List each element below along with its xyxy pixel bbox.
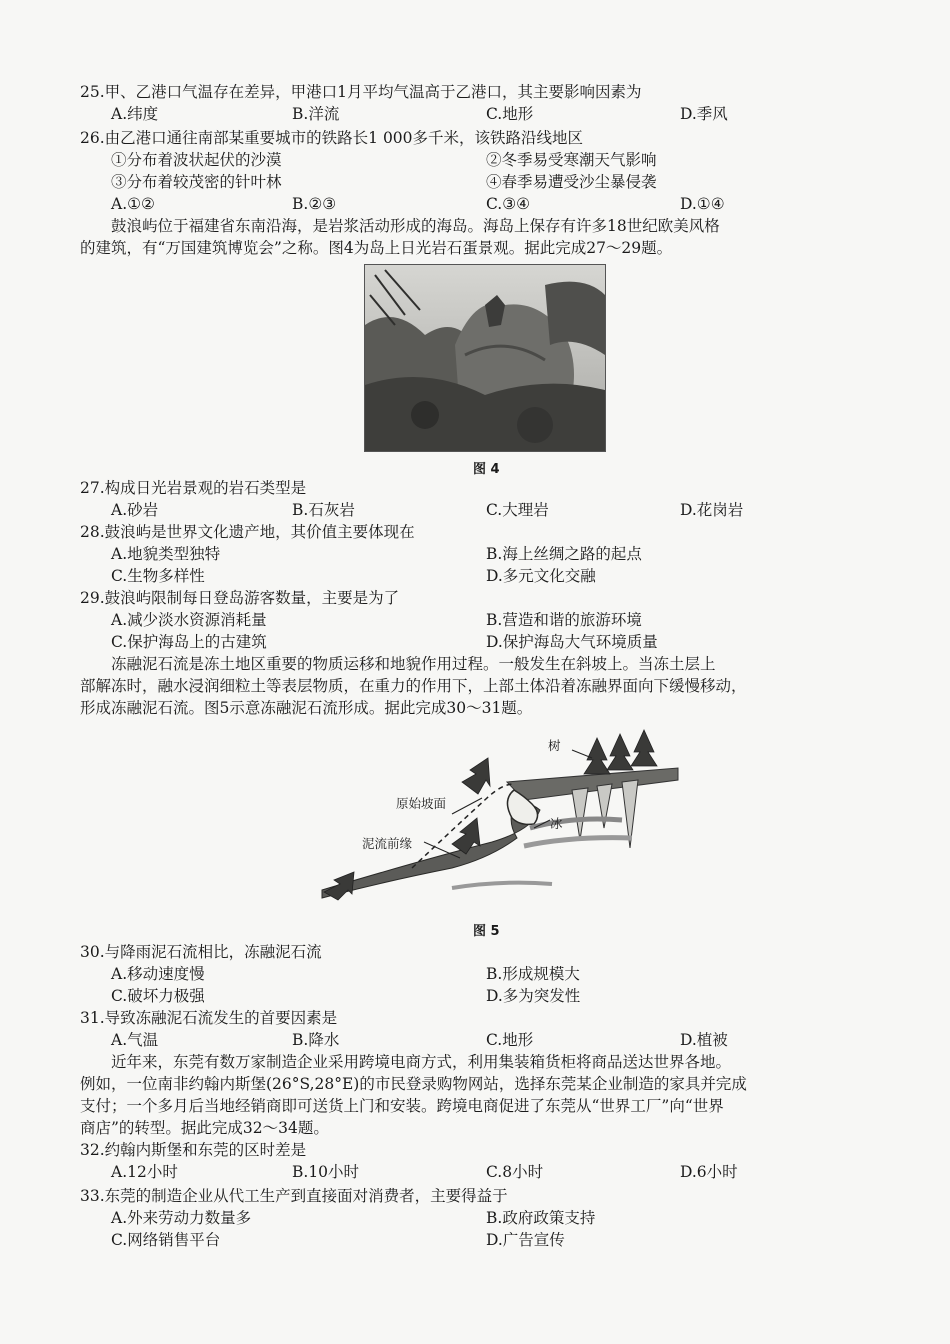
passage2-line2: 部解冻时，融水浸润细粒土等表层物质，在重力的作用下，上部土体沿着冻融界面向下缓慢移动， <box>80 677 747 695</box>
q27-option-d: D.花岗岩 <box>680 501 744 519</box>
q30-option-d: D.多为突发性 <box>486 987 581 1005</box>
q28-option-d: D.多元文化交融 <box>486 567 596 585</box>
q33-option-c: C.网络销售平台 <box>111 1231 221 1249</box>
passage2-line3: 形成冻融泥石流。图5示意冻融泥石流形成。据此完成30～31题。 <box>80 699 533 717</box>
q25-option-a: A.纬度 <box>111 105 159 123</box>
q28-option-a: A.地貌类型独特 <box>111 545 221 563</box>
q33-option-d: D.广告宣传 <box>486 1231 565 1249</box>
q32-option-d: D.6小时 <box>680 1163 738 1181</box>
q26-item-2: ②冬季易受寒潮天气影响 <box>486 151 657 169</box>
q27-option-c: C.大理岩 <box>486 501 549 519</box>
q32-stem: 32.约翰内斯堡和东莞的区时差是 <box>80 1141 307 1159</box>
q29-stem: 29.鼓浪屿限制每日登岛游客数量，主要是为了 <box>80 589 400 607</box>
passage3-line2: 例如，一位南非约翰内斯堡(26°S,28°E)的市民登录购物网站，选择东莞某企业制造的家具并完成 <box>80 1075 747 1093</box>
q30-option-a: A.移动速度慢 <box>111 965 205 983</box>
figure-5-caption: 图 5 <box>473 924 500 939</box>
q31-option-a: A.气温 <box>111 1031 159 1049</box>
q26-item-3: ③分布着较茂密的针叶林 <box>111 173 282 191</box>
q26-stem: 26.由乙港口通往南部某重要城市的铁路长1 000多千米，该铁路沿线地区 <box>80 129 584 147</box>
q30-option-b: B.形成规模大 <box>486 965 580 983</box>
q26-option-c: C.③④ <box>486 195 531 213</box>
q32-option-b: B.10小时 <box>292 1163 360 1181</box>
q28-option-c: C.生物多样性 <box>111 567 205 585</box>
q29-option-d: D.保护海岛大气环境质量 <box>486 633 658 651</box>
q31-stem: 31.导致冻融泥石流发生的首要因素是 <box>80 1009 338 1027</box>
q26-option-b: B.②③ <box>292 195 337 213</box>
q29-option-c: C.保护海岛上的古建筑 <box>111 633 267 651</box>
q29-option-a: A.减少淡水资源消耗量 <box>111 611 267 629</box>
label-original-slope: 原始坡面 <box>396 796 447 811</box>
passage3-line3: 支付；一个多月后当地经销商即可送货上门和安装。跨境电商促进了东莞从“世界工厂”向“世界 <box>80 1097 724 1115</box>
q33-option-a: A.外来劳动力数量多 <box>111 1209 252 1227</box>
q25-option-d: D.季风 <box>680 105 728 123</box>
q28-stem: 28.鼓浪屿是世界文化遗产地，其价值主要体现在 <box>80 523 415 541</box>
q26-item-1: ①分布着波状起伏的沙漠 <box>111 151 282 169</box>
rock-landscape-image <box>365 265 605 451</box>
passage3-line4: 商店”的转型。据此完成32～34题。 <box>80 1119 329 1137</box>
mudflow-diagram <box>302 720 680 916</box>
passage1-line2: 的建筑，有“万国建筑博览会”之称。图4为岛上日光岩石蛋景观。据此完成27～29题。 <box>80 239 673 257</box>
q33-stem: 33.东莞的制造企业从代工生产到直接面对消费者，主要得益于 <box>80 1187 508 1205</box>
q25-stem: 25.甲、乙港口气温存在差异，甲港口1月平均气温高于乙港口，其主要影响因素为 <box>80 83 642 101</box>
q26-option-d: D.①④ <box>680 195 725 213</box>
q31-option-d: D.植被 <box>680 1031 728 1049</box>
passage3-line1: 近年来，东莞有数万家制造企业采用跨境电商方式，利用集装箱货柜将商品送达世界各地。 <box>111 1053 732 1071</box>
q28-option-b: B.海上丝绸之路的起点 <box>486 545 642 563</box>
q32-option-a: A.12小时 <box>111 1163 178 1181</box>
figure-5-diagram <box>302 720 680 916</box>
q30-stem: 30.与降雨泥石流相比，冻融泥石流 <box>80 943 322 961</box>
q30-option-c: C.破坏力极强 <box>111 987 205 1005</box>
figure-4-caption: 图 4 <box>473 462 500 477</box>
q25-option-b: B.洋流 <box>292 105 340 123</box>
figure-4-photo <box>364 264 606 452</box>
label-mudflow-front: 泥流前缘 <box>362 836 413 851</box>
q33-option-b: B.政府政策支持 <box>486 1209 596 1227</box>
q25-option-c: C.地形 <box>486 105 534 123</box>
q26-item-4: ④春季易遭受沙尘暴侵袭 <box>486 173 657 191</box>
q27-stem: 27.构成日光岩景观的岩石类型是 <box>80 479 307 497</box>
q27-option-b: B.石灰岩 <box>292 501 355 519</box>
q27-option-a: A.砂岩 <box>111 501 159 519</box>
passage1-line1: 鼓浪屿位于福建省东南沿海，是岩浆活动形成的海岛。海岛上保存有许多18世纪欧美风格 <box>111 217 720 235</box>
q29-option-b: B.营造和谐的旅游环境 <box>486 611 642 629</box>
q31-option-b: B.降水 <box>292 1031 340 1049</box>
q32-option-c: C.8小时 <box>486 1163 544 1181</box>
passage2-line1: 冻融泥石流是冻土地区重要的物质运移和地貌作用过程。一般发生在斜坡上。当冻土层上 <box>111 655 716 673</box>
q31-option-c: C.地形 <box>486 1031 534 1049</box>
label-tree: 树 <box>548 738 561 753</box>
q26-option-a: A.①② <box>111 195 155 213</box>
label-ice: 冰 <box>550 816 563 831</box>
